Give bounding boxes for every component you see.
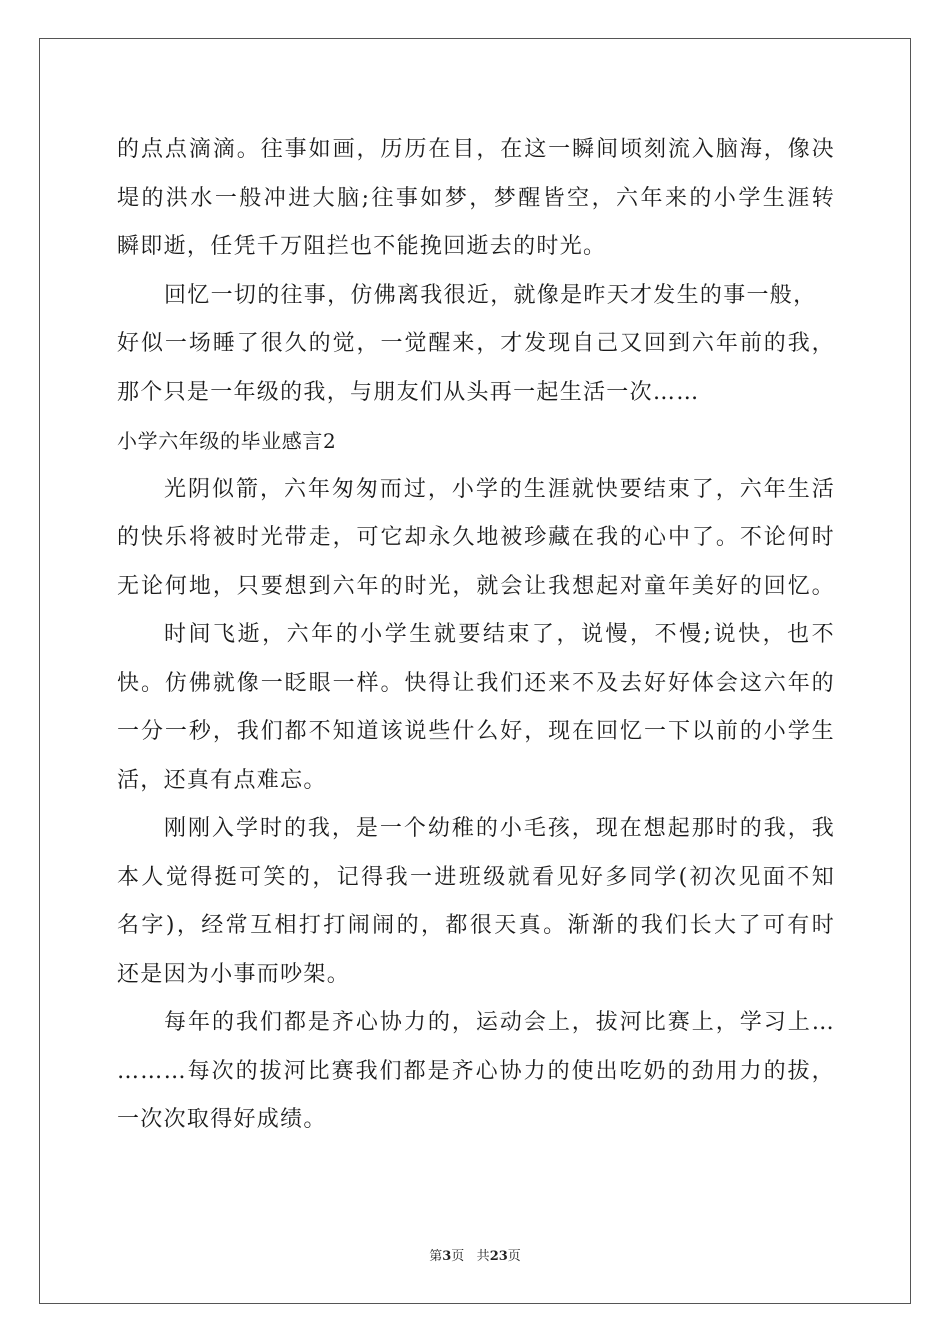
- footer-page-suffix: 页: [451, 1249, 465, 1264]
- footer-total-prefix: 共: [476, 1249, 490, 1264]
- footer-total-pages: 23: [489, 1249, 508, 1264]
- footer-total-suffix: 页: [507, 1249, 521, 1264]
- text-line: 堤的洪水一般冲进大脑;往事如梦，梦醒皆空，六年来的小学生涯转: [117, 185, 835, 211]
- text-line: 活，还真有点难忘。: [117, 767, 327, 793]
- text-line: 的快乐将被时光带走，可它却永久地被珍藏在我的心中了。不论何时: [117, 525, 835, 550]
- text-line: 一次次取得好成绩。: [117, 1107, 327, 1132]
- text-line: ………每次的拔河比赛我们都是齐心协力的使出吃奶的劲用力的拔，: [117, 1058, 835, 1084]
- text-line: 一分一秒，我们都不知道该说些什么好，现在回忆一下以前的小学生: [117, 719, 835, 744]
- text-line: 时间飞逝，六年的小学生就要结束了，说慢，不慢;说快，也不: [164, 622, 835, 647]
- text-line: 的点点滴滴。往事如画，历历在目，在这一瞬间顷刻流入脑海，像决: [117, 137, 835, 162]
- footer-prefix: 第: [429, 1249, 443, 1264]
- text-line: 快。仿佛就像一眨眼一样。快得让我们还来不及去好好体会这六年的: [117, 670, 835, 696]
- section-heading: 小学六年级的毕业感言2: [117, 429, 337, 453]
- text-line: 本人觉得挺可笑的，记得我一进班级就看见好多同学(初次见面不知: [117, 864, 835, 890]
- footer-page-number: 3: [442, 1249, 452, 1264]
- text-line: 光阴似箭，六年匆匆而过，小学的生涯就快要结束了，六年生活: [164, 476, 835, 502]
- text-line: 回忆一切的往事，仿佛离我很近，就像是昨天才发生的事一般，: [164, 282, 817, 308]
- page-footer: [0, 1245, 950, 1264]
- text-line: 那个只是一年级的我，与朋友们从头再一起生活一次……: [117, 379, 700, 405]
- document-body: [117, 126, 835, 1145]
- text-line: 每年的我们都是齐心协力的，运动会上，拔河比赛上，学习上…: [164, 1010, 835, 1035]
- text-line: 无论何地，只要想到六年的时光，就会让我想起对童年美好的回忆。: [117, 573, 835, 599]
- text-line: 瞬即逝，任凭千万阻拦也不能挽回逝去的时光。: [117, 234, 607, 259]
- text-line: 好似一场睡了很久的觉，一觉醒来，才发现自己又回到六年前的我，: [117, 331, 835, 356]
- text-line: 名字)，经常互相打打闹闹的，都很天真。渐渐的我们长大了可有时: [117, 913, 835, 938]
- text-line: 还是因为小事而吵架。: [117, 961, 351, 987]
- text-line: 刚刚入学时的我，是一个幼稚的小毛孩，现在想起那时的我，我: [164, 816, 835, 841]
